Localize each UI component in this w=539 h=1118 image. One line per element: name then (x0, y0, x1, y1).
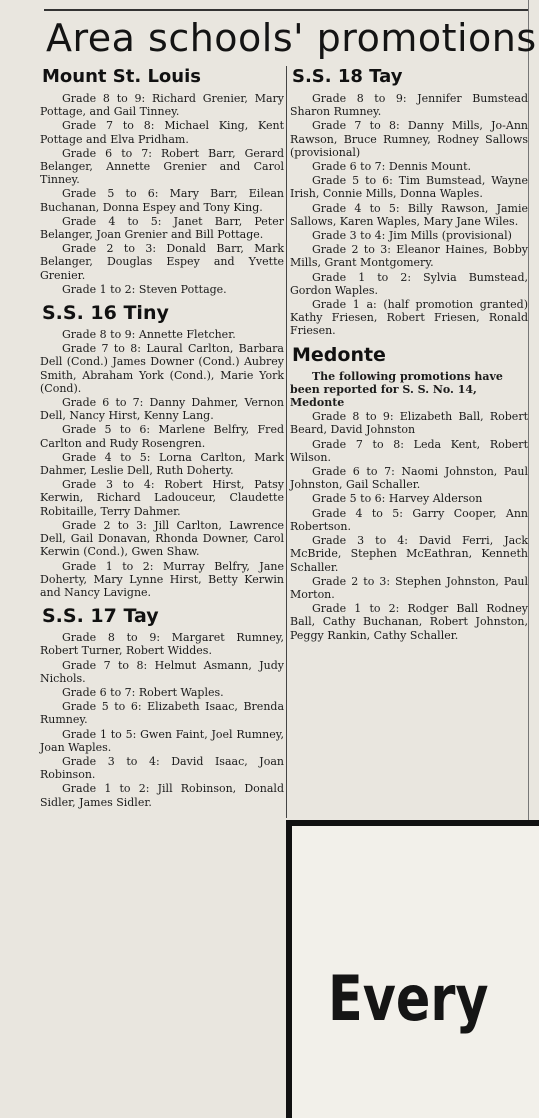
grade-entry: Grade 2 to 3: Eleanor Haines, Bobby Mills, Grant Montgomery. (290, 243, 528, 270)
school-heading: S.S. 16 Tiny (42, 302, 169, 325)
right-column (290, 64, 528, 643)
grade-entry: Grade 2 to 3: Jill Carlton, Lawrence Dell, Gail Donavan, Rhonda Downer, Carol Kerwin (Cond.), Gwen Shaw. (40, 518, 284, 559)
grade-entry: Grade 5 to 6: Harvey Alderson (312, 492, 483, 506)
school-heading: Medonte (292, 343, 386, 366)
school-heading: S.S. 17 Tay (42, 605, 159, 628)
advertisement-box (286, 820, 539, 1118)
school-section-ss16-tiny (40, 302, 284, 599)
grade-entry: Grade 3 to 4: Robert Hirst, Patsy Kerwin, Richard Ladouceur, Claudette Robitaille, Terry Dahmer. (40, 478, 284, 518)
grade-entry: Grade 3 to 4: David Ferri, Jack McBride, Stephen McEathran, Kenneth Schaller. (290, 534, 528, 574)
grade-entry: Grade 8 to 9: Jennifer Bumstead Sharon Rumney. (290, 92, 528, 119)
grade-entry: Grade 5 to 6: Tim Bumstead, Wayne Irish, Connie Mills, Donna Waples. (290, 174, 528, 201)
grade-entry: Grade 5 to 6: Elizabeth Isaac, Brenda Rumney. (40, 700, 284, 727)
grade-entry: Grade 7 to 8: Michael King, Kent Pottage and Elva Pridham. (40, 119, 284, 146)
school-heading: S.S. 18 Tay (292, 66, 403, 87)
grade-entry: Grade 8 to 9: Elizabeth Ball, Robert Beard, David Johnston (290, 410, 528, 437)
grade-entry: Grade 1 to 2: Sylvia Bumstead, Gordon Waples. (290, 270, 528, 297)
school-section-mount-st-louis (40, 66, 284, 296)
grade-entry: Grade 3 to 4: Jim Mills (provisional) (312, 229, 512, 243)
grade-entry: Grade 8 to 9: Richard Grenier, Mary Pottage, and Gail Tinney. (40, 92, 284, 119)
grade-entry: Grade 4 to 5: Billy Rawson, Jamie Sallows, Karen Waples, Mary Jane Wiles. (290, 201, 528, 228)
grade-entry: Grade 5 to 6: Mary Barr, Eilean Buchanan, Donna Espey and Tony King. (40, 187, 284, 214)
school-heading: Mount St. Louis (42, 66, 201, 87)
grade-entry: Grade 4 to 5: Garry Cooper, Ann Robertson. (290, 506, 528, 533)
grade-entry: Grade 6 to 7: Naomi Johnston, Paul Johnston, Gail Schaller. (290, 465, 528, 492)
grade-entry: Grade 6 to 7: Robert Barr, Gerard Belanger, Annette Grenier and Carol Tinney. (40, 146, 284, 187)
grade-entry: Grade 4 to 5: Janet Barr, Peter Belanger, Joan Grenier and Bill Pottage. (40, 214, 284, 242)
grade-entry: Grade 6 to 7: Dennis Mount. (312, 160, 472, 174)
advertisement-headline: Every (328, 962, 489, 1035)
column-divider (286, 66, 287, 818)
grade-entry: Grade 1 to 2: Rodger Ball Rodney Ball, Cathy Buchanan, Robert Johnston, Peggy Rankin, Cathy Schaller. (290, 602, 528, 642)
grade-entry: Grade 7 to 8: Laural Carlton, Barbara Dell (Cond.) James Downer (Cond.) Aubrey Smith, Abraham York (Cond.), Marie York (Cond). (40, 342, 284, 395)
intro-note: The following promotions have been reported for S. S. No. 14, Medonte (290, 369, 503, 410)
grade-entry: Grade 1 to 2: Murray Belfry, Jane Doherty, Mary Lynne Hirst, Betty Kerwin and Nancy Lavigne. (40, 559, 284, 599)
grade-entry: Grade 1 a: (half promotion granted) Kathy Friesen, Robert Friesen, Ronald Friesen. (290, 298, 528, 338)
grade-entry: Grade 2 to 3: Donald Barr, Mark Belanger, Douglas Espey and Yvette Grenier. (40, 242, 284, 282)
top-rule (44, 9, 528, 11)
grade-entry: Grade 5 to 6: Marlene Belfry, Fred Carlton and Rudy Rosengren. (40, 423, 284, 450)
grade-entry: Grade 7 to 8: Leda Kent, Robert Wilson. (290, 437, 528, 464)
grade-entry: Grade 3 to 4: David Isaac, Joan Robinson. (40, 754, 284, 782)
grade-entry: Grade 7 to 8: Helmut Asmann, Judy Nichols. (40, 658, 284, 685)
left-column (40, 64, 284, 810)
grade-entry: Grade 6 to 7: Danny Dahmer, Vernon Dell, Nancy Hirst, Kenny Lang. (40, 396, 284, 423)
school-section-ss17-tay (40, 605, 284, 809)
school-section-ss18-tay (290, 66, 528, 338)
grade-entry: Grade 8 to 9: Annette Fletcher. (62, 328, 236, 342)
grade-entry: Grade 2 to 3: Stephen Johnston, Paul Morton. (290, 574, 528, 601)
grade-entry: Grade 8 to 9: Margaret Rumney, Robert Turner, Robert Widdes. (40, 631, 284, 658)
school-section-medonte (290, 344, 528, 642)
grade-entry: Grade 6 to 7: Robert Waples. (62, 685, 224, 699)
right-column-rule (528, 0, 529, 820)
grade-entry: Grade 7 to 8: Danny Mills, Jo-Ann Rawson, Bruce Rumney, Rodney Sallows (provisional) (290, 119, 528, 159)
grade-entry: Grade 1 to 2: Steven Pottage. (62, 282, 227, 296)
grade-entry: Grade 1 to 5: Gwen Faint, Joel Rumney, Joan Waples. (40, 727, 284, 754)
grade-entry: Grade 1 to 2: Jill Robinson, Donald Sidler, James Sidler. (40, 782, 284, 809)
article-headline: Area schools' promotions (46, 16, 537, 60)
grade-entry: Grade 4 to 5: Lorna Carlton, Mark Dahmer, Leslie Dell, Ruth Doherty. (40, 450, 284, 478)
